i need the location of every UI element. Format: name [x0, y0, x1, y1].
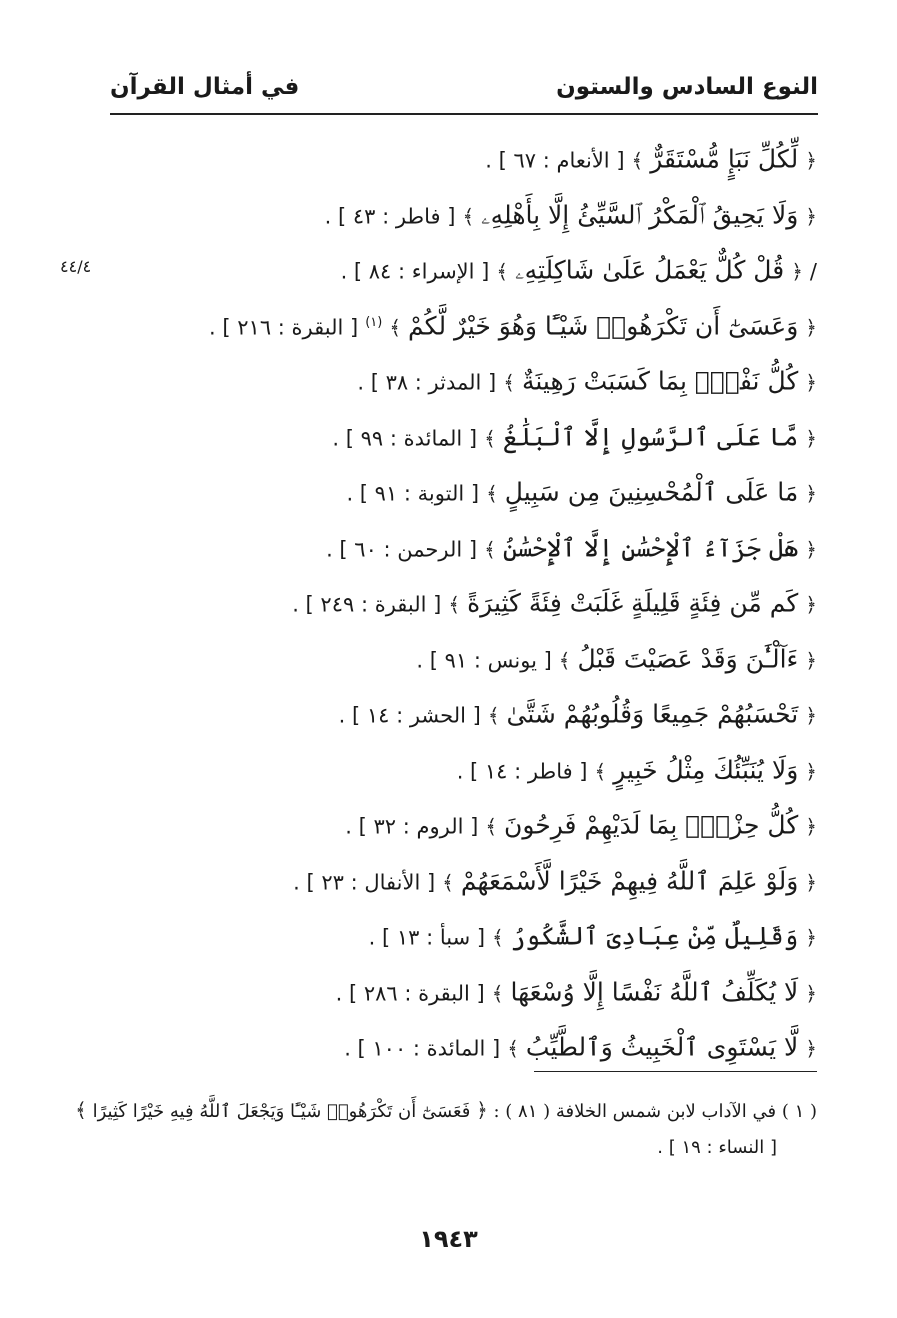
verse-line — [117, 905, 817, 961]
verse-citation: [ البقرة : ٢١٦ ] . — [209, 314, 359, 339]
verse-line — [117, 572, 817, 628]
ornate-bracket-open-icon: ﴿ — [805, 980, 817, 1005]
ornate-bracket-close-icon: ﴾ — [487, 703, 500, 728]
verse-citation: [ المدثر : ٣٨ ] . — [357, 370, 497, 395]
ornate-bracket-open-icon: ﴿ — [805, 647, 817, 672]
verse-citation: [ يونس : ٩١ ] . — [416, 647, 552, 672]
ornate-bracket-open-icon: ﴿ — [476, 1098, 488, 1122]
verse-line — [117, 794, 817, 850]
verse-text: وَلَا يَحِيقُ ٱلْمَكْرُ ٱلسَّيِّئُ إِلَّا بِأَهْلِهِۦ — [481, 199, 799, 229]
verse-text: مَا عَلَى ٱلْمُحْسِنِينَ مِن سَبِيلٍ — [504, 477, 799, 507]
ornate-bracket-close-icon: ﴾ — [503, 370, 515, 395]
verse-text: كُلُّ حِزْبٍۭ بِمَا لَدَيْهِمْ فَرِحُونَ — [504, 810, 799, 840]
ornate-bracket-open-icon: ﴿ — [805, 758, 817, 783]
verse-citation: [ البقرة : ٢٨٦ ] . — [335, 980, 485, 1005]
verse-text: وَقَلِيلٌ مِّنْ عِبَادِىَ ٱلشَّكُورُ — [510, 921, 799, 951]
ornate-bracket-open-icon: ﴿ — [805, 869, 817, 894]
footnote-rule — [534, 1071, 817, 1072]
ornate-bracket-close-icon: ﴾ — [389, 314, 402, 339]
verse-text: هَلْ جَزَآءُ ٱلْإِحْسَٰنِ إِلَّا ٱلْإِحْسَٰنُ — [502, 532, 799, 562]
verse-citation: [ الرحمن : ٦٠ ] . — [326, 536, 478, 561]
verse-citation: [ المائدة : ١٠٠ ] . — [344, 1036, 501, 1061]
ornate-bracket-open-icon: ﴿ — [805, 314, 817, 339]
ornate-bracket-open-icon: ﴿ — [805, 592, 817, 617]
verse-line — [117, 1016, 817, 1072]
ornate-bracket-open-icon: ﴿ — [805, 703, 817, 728]
book-section-title: في أمثال القرآن — [110, 74, 300, 100]
verse-citation: [ الروم : ٣٢ ] . — [345, 814, 479, 839]
footnote-intro: في الآداب لابن شمس الخلافة ( ٨١ ) : — [493, 1101, 777, 1122]
footnote — [75, 1092, 817, 1166]
verse-text: كَم مِّن فِئَةٍ قَلِيلَةٍ غَلَبَتْ فِئَةً كَثِيرَةً — [467, 588, 799, 618]
verse-text: ءَآلْـَٰٔنَ وَقَدْ عَصَيْتَ قَبْلُ — [577, 643, 799, 673]
verse-text: وَلَوْ عَلِمَ ٱللَّهُ فِيهِمْ خَيْرًا لَّأَسْمَعَهُمْ — [460, 865, 799, 895]
page-break-mark: / — [809, 259, 817, 284]
footnote-line — [75, 1092, 817, 1130]
verse-line — [117, 739, 817, 795]
ornate-bracket-close-icon: ﴾ — [485, 814, 498, 839]
verse-text: قُلْ كُلٌّ يَعْمَلُ عَلَىٰ شَاكِلَتِهِۦ — [515, 255, 785, 285]
verse-text: تَحْسَبُهُمْ جَمِيعًا وَقُلُوبُهُمْ شَتَّىٰ — [506, 699, 799, 729]
verse-citation: [ البقرة : ٢٤٩ ] . — [292, 592, 442, 617]
ornate-bracket-close-icon: ﴾ — [631, 148, 644, 173]
verse-line — [117, 517, 817, 573]
verse-line — [117, 683, 817, 739]
ornate-bracket-close-icon: ﴾ — [484, 425, 496, 450]
verse-list — [117, 128, 817, 1072]
verse-line — [117, 406, 817, 462]
verse-text: لِّكُلِّ نَبَإٍ مُّسْتَقَرٌّ — [650, 144, 799, 174]
verse-line — [117, 461, 817, 517]
header-rule — [110, 113, 818, 115]
ornate-bracket-close-icon: ﴾ — [491, 980, 504, 1005]
footnote-reference-mark: (١) — [365, 314, 383, 330]
ornate-bracket-open-icon: ﴿ — [805, 370, 817, 395]
verse-citation: [ الإسراء : ٨٤ ] . — [340, 259, 490, 284]
ornate-bracket-open-icon: ﴿ — [805, 814, 817, 839]
verse-line — [117, 350, 817, 406]
ornate-bracket-close-icon: ﴾ — [507, 1036, 519, 1061]
ornate-bracket-open-icon: ﴿ — [805, 425, 817, 450]
verse-text: لَا يُكَلِّفُ ٱللَّهُ نَفْسًا إِلَّا وُسْعَهَا — [510, 976, 799, 1006]
verse-line — [117, 184, 817, 240]
chapter-title: النوع السادس والستون — [556, 74, 818, 100]
verse-text: وَعَسَىٰٓ أَن تَكْرَهُوا۟ شَيْـًٔا وَهُوَ خَيْرٌ لَّكُمْ — [408, 310, 799, 340]
ornate-bracket-open-icon: ﴿ — [805, 148, 817, 173]
margin-page-reference: ٤٤/٤ — [60, 257, 92, 276]
verse-line — [117, 850, 817, 906]
verse-citation: [ فاطر : ٤٣ ] . — [324, 203, 456, 228]
verse-citation: [ الأنعام : ٦٧ ] . — [485, 148, 625, 173]
ornate-bracket-open-icon: ﴿ — [791, 259, 803, 284]
verse-text: لَّا يَسْتَوِى ٱلْخَبِيثُ وَٱلطَّيِّبُ — [525, 1032, 799, 1062]
ornate-bracket-open-icon: ﴿ — [805, 536, 817, 561]
ornate-bracket-close-icon: ﴾ — [462, 203, 475, 228]
verse-line — [117, 295, 817, 351]
ornate-bracket-open-icon: ﴿ — [805, 1036, 817, 1061]
ornate-bracket-close-icon: ﴾ — [75, 1098, 87, 1122]
verse-citation: [ الحشر : ١٤ ] . — [338, 703, 481, 728]
verse-text: وَلَا يُنَبِّئُكَ مِثْلُ خَبِيرٍ — [613, 754, 799, 784]
ornate-bracket-close-icon: ﴾ — [558, 647, 571, 672]
footnote-marker: ( ١ ) — [781, 1101, 817, 1122]
ornate-bracket-open-icon: ﴿ — [805, 925, 817, 950]
ornate-bracket-close-icon: ﴾ — [492, 925, 504, 950]
ornate-bracket-close-icon: ﴾ — [448, 592, 461, 617]
verse-line — [117, 128, 817, 184]
ornate-bracket-open-icon: ﴿ — [805, 203, 817, 228]
footnote-quote: فَعَسَىٰٓ أَن تَكْرَهُوا۟ شَيْـًٔا وَيَجْعَلَ ٱللَّهُ فِيهِ خَيْرًا كَثِيرًا — [92, 1101, 471, 1122]
verse-line — [117, 961, 817, 1017]
verse-citation: [ التوبة : ٩١ ] . — [346, 481, 480, 506]
verse-citation: [ الأنفال : ٢٣ ] . — [293, 869, 436, 894]
verse-text: كُلُّ نَفْسٍۭ بِمَا كَسَبَتْ رَهِينَةٌ — [521, 366, 799, 396]
verse-citation: [ فاطر : ١٤ ] . — [456, 758, 588, 783]
verse-line — [117, 628, 817, 684]
running-header — [110, 70, 818, 112]
ornate-bracket-close-icon: ﴾ — [484, 536, 496, 561]
page-number: ١٩٤٣ — [419, 1225, 478, 1253]
verse-text: مَّا عَلَى ٱلرَّسُولِ إِلَّا ٱلْبَلَٰغُ — [502, 421, 799, 451]
verse-citation: [ المائدة : ٩٩ ] . — [332, 425, 478, 450]
ornate-bracket-close-icon: ﴾ — [496, 259, 509, 284]
verse-citation: [ سبأ : ١٣ ] . — [368, 925, 486, 950]
ornate-bracket-close-icon: ﴾ — [594, 758, 607, 783]
ornate-bracket-open-icon: ﴿ — [805, 481, 817, 506]
footnote-reference: [ النساء : ١٩ ] . — [657, 1137, 777, 1158]
verse-line — [117, 239, 817, 295]
ornate-bracket-close-icon: ﴾ — [442, 869, 454, 894]
ornate-bracket-close-icon: ﴾ — [486, 481, 498, 506]
